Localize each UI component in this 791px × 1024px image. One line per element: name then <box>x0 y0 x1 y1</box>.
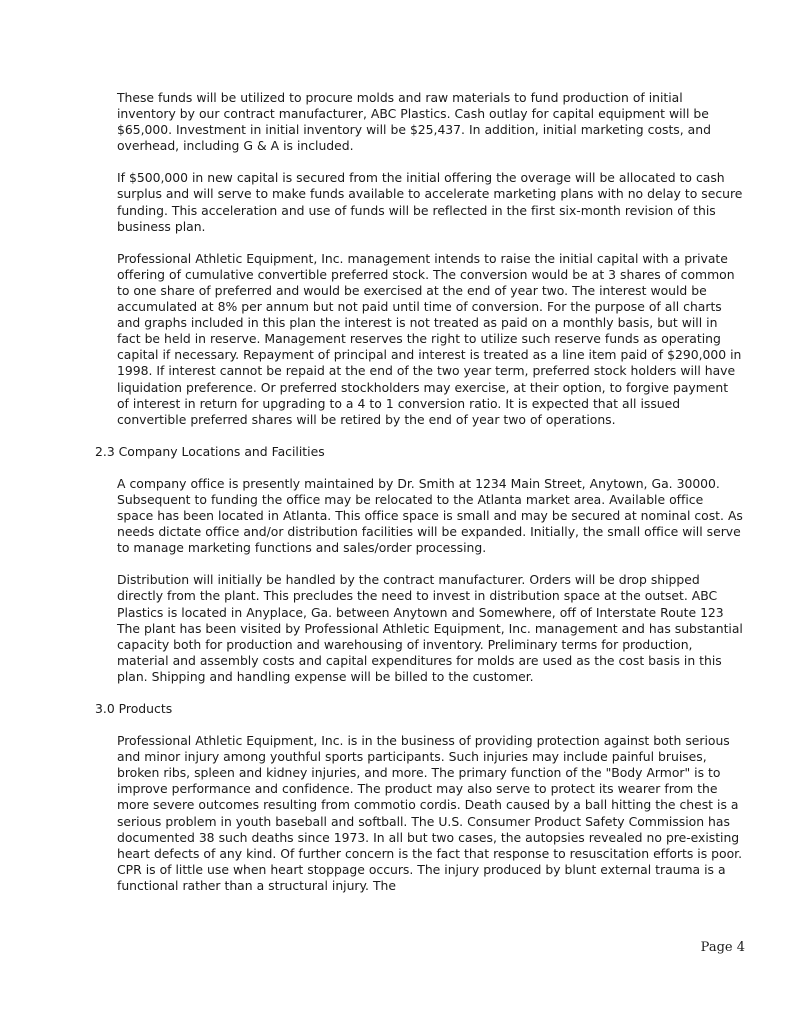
paragraph-funds-utilization: These funds will be utilized to procure molds and raw materials to fund production of initial inventory by our contract manufacturer, ABC Plastics. Cash outlay for capital equipment will be $65,000. Investment in initial inventory will be $25,437. In addition, initial marketing costs, and overhead, including G & A is included. <box>117 90 711 154</box>
paragraph-preferred-stock-offering: Professional Athletic Equipment, Inc. management intends to raise the initial capital with a private offering of cumulative convertible preferred stock. The conversion would be at 3 shares of common to one share of preferred and would be exercised at the end of year two. The interest would be accumulated at 8% per annum but not paid until time of conversion. For the purpose of all charts and graphs included in this plan the interest is not treated as paid on a monthly basis, but will in fact be held in reserve. Management reserves the right to utilize such reserve funds as operating capital if necessary. Repayment of principal and interest is treated as a line item paid of $290,000 in 1998. If interest cannot be repaid at the end of the two year term, preferred stock holders will have liquidation preference. Or preferred stockholders may exercise, at their option, to forgive payment of interest in return for upgrading to a 4 to 1 conversion ratio. It is expected that all issued convertible preferred shares will be retired by the end of year two of operations. <box>117 250 742 427</box>
heading-section-2-3: 2.3 Company Locations and Facilities <box>95 443 325 459</box>
paragraph-products-intro: Professional Athletic Equipment, Inc. is in the business of providing protection against both serious and minor injury among youthful sports participants. Such injuries may include painful bruises, broken ribs, spleen and kidney injuries, and more. The primary function of the "Body Armor" is to improve performance and confidence. The product may also serve to protect its wearer from the more severe outcomes resulting from commotio cordis. Death caused by a ball hitting the chest is a serious problem in youth baseball and softball. The U.S. Consumer Product Safety Commission has documented 38 such deaths since 1973. In all but two cases, the autopsies revealed no pre-existing heart defects of any kind. Of further concern is the fact that response to resuscitation efforts is poor. CPR is of little use when heart stoppage occurs. The injury produced by blunt external trauma is a functional rather than a structural injury. The <box>117 733 742 893</box>
page-number-footer: Page 4 <box>700 940 745 955</box>
page-content <box>95 90 743 910</box>
paragraph-company-office: A company office is presently maintained by Dr. Smith at 1234 Main Street, Anytown, Ga. 30000. Subsequent to funding the office may be relocated to the Atlanta market area. Available office space has been located in Atlanta. This office space is small and may be secured at nominal cost. As needs dictate office and/or distribution facilities will be expanded. Initially, the small office will serve to manage marketing functions and sales/order processing. <box>117 475 743 556</box>
heading-section-3-0: 3.0 Products <box>95 701 173 716</box>
paragraph-new-capital-overage: If $500,000 in new capital is secured from the initial offering the overage will be allocated to cash surplus and will serve to make funds available to accelerate marketing plans with no delay to secure funding. This acceleration and use of funds will be reflected in the first six-month revision of this business plan. <box>117 170 743 234</box>
paragraph-distribution: Distribution will initially be handled by the contract manufacturer. Orders will be drop shipped directly from the plant. This precludes the need to invest in distribution space at the outset. ABC Plastics is located in Anyplace, Ga. between Anytown and Somewhere, off of Interstate Route 123 The plant has been visited by Professional Athletic Equipment, Inc. management and has substantial capacity both for production and warehousing of inventory. Preliminary terms for production, material and assembly costs and capital expenditures for molds are used as the cost basis in this plan. Shipping and handling expense will be billed to the customer. <box>117 572 743 684</box>
